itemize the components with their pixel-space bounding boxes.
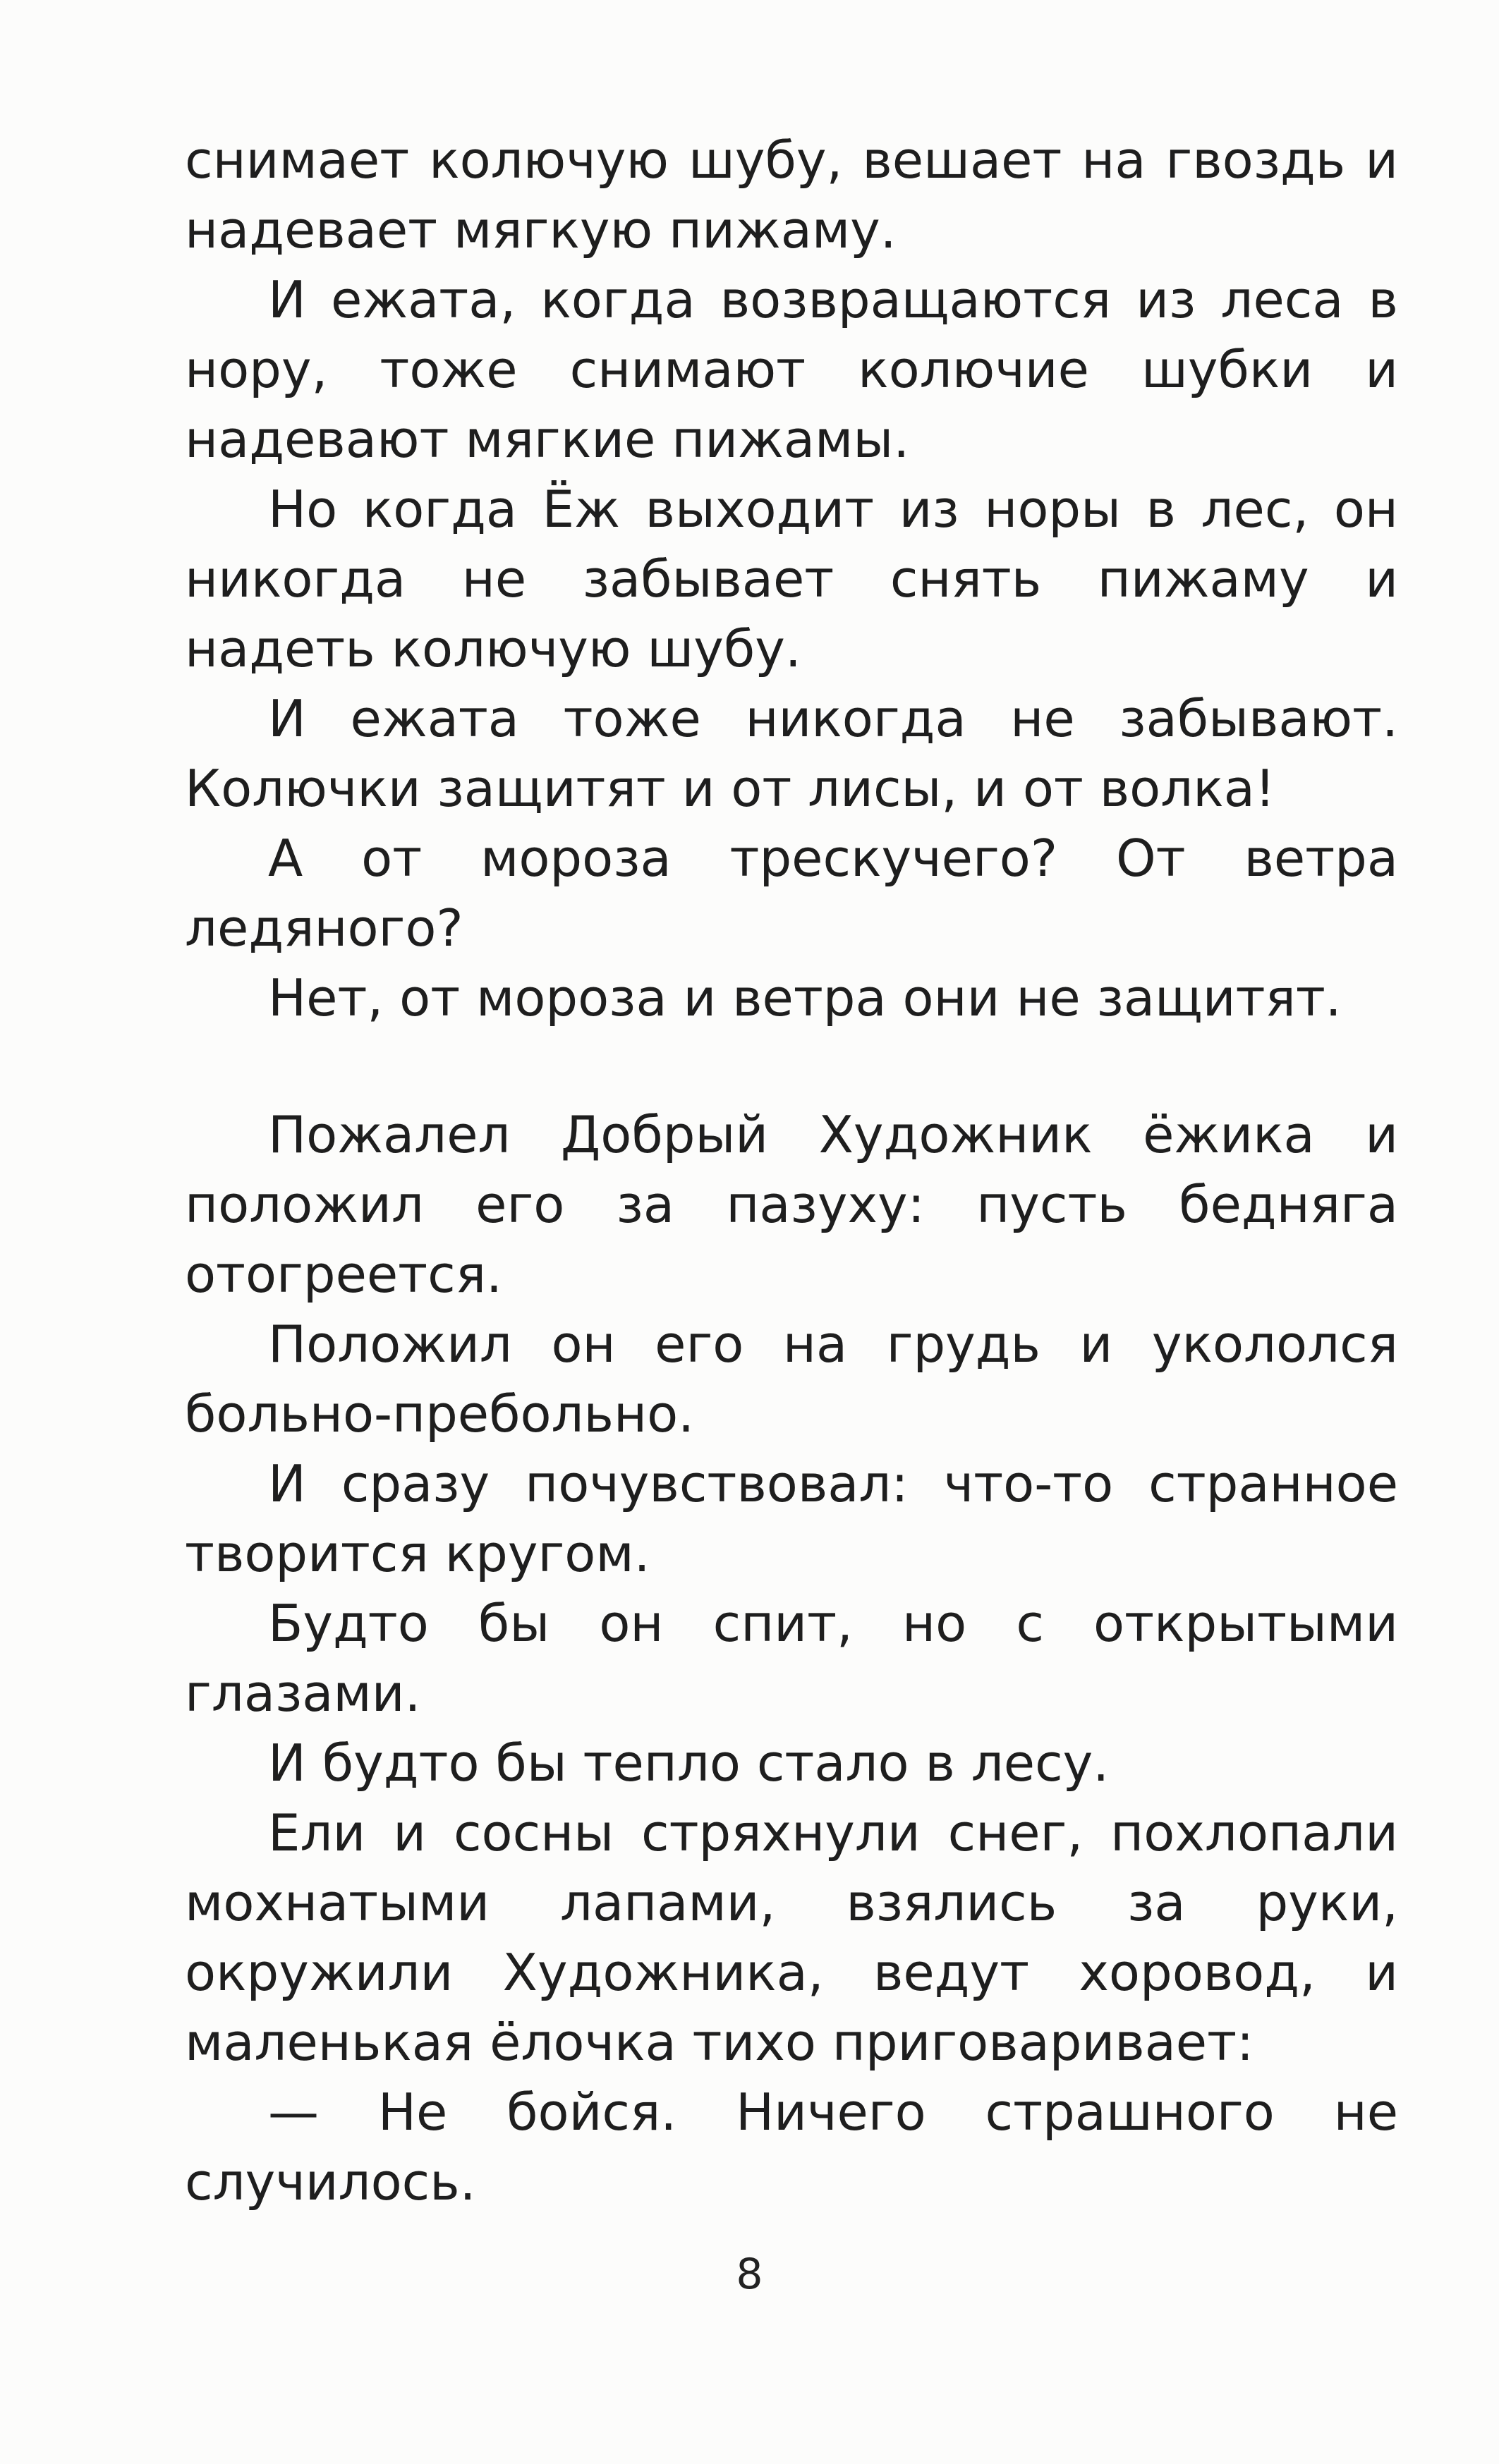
paragraph: И ежата тоже никогда не забывают. Колючки защитят и от лисы, и от волка! xyxy=(185,689,1398,818)
paragraph: Положил он его на грудь и укололся больно-пребольно. xyxy=(185,1315,1398,1444)
paragraph: снимает колючую шубу, вешает на гвоздь и надевает мягкую пижаму. xyxy=(185,130,1398,260)
paragraph: Будто бы он спит, но с открытыми глазами. xyxy=(185,1594,1398,1723)
page-number: 8 xyxy=(736,2250,763,2299)
paragraph: Но когда Ёж выходит из норы в лес, он никогда не забывает снять пижаму и надеть колючую шубу. xyxy=(185,480,1398,678)
paragraph: Ели и сосны стряхнули снег, похлопали мохнатыми лапами, взялись за руки, окружили Художника, ведут хоровод, и маленькая ёлочка тихо приговаривает: xyxy=(185,1803,1398,2072)
paragraph: И ежата, когда возвращаются из леса в нору, тоже снимают колючие шубки и надевают мягкие пижамы. xyxy=(185,270,1398,469)
paragraph: Нет, от мороза и ветра они не защитят. xyxy=(268,968,1342,1027)
paragraph: — Не бойся. Ничего страшного не случилось. xyxy=(185,2082,1398,2212)
paragraph: Пожалел Добрый Художник ёжика и положил его за пазуху: пусть бедняга отогреется. xyxy=(185,1105,1398,1304)
text-section-2 xyxy=(185,1100,1398,2217)
paragraph: И будто бы тепло стало в лесу. xyxy=(268,1733,1110,1793)
text-section-1 xyxy=(185,126,1398,1033)
paragraph: И сразу почувствовал: что-то странное творится кругом. xyxy=(185,1454,1398,1583)
paragraph: А от мороза трескучего? От ветра ледяного? xyxy=(185,829,1398,958)
